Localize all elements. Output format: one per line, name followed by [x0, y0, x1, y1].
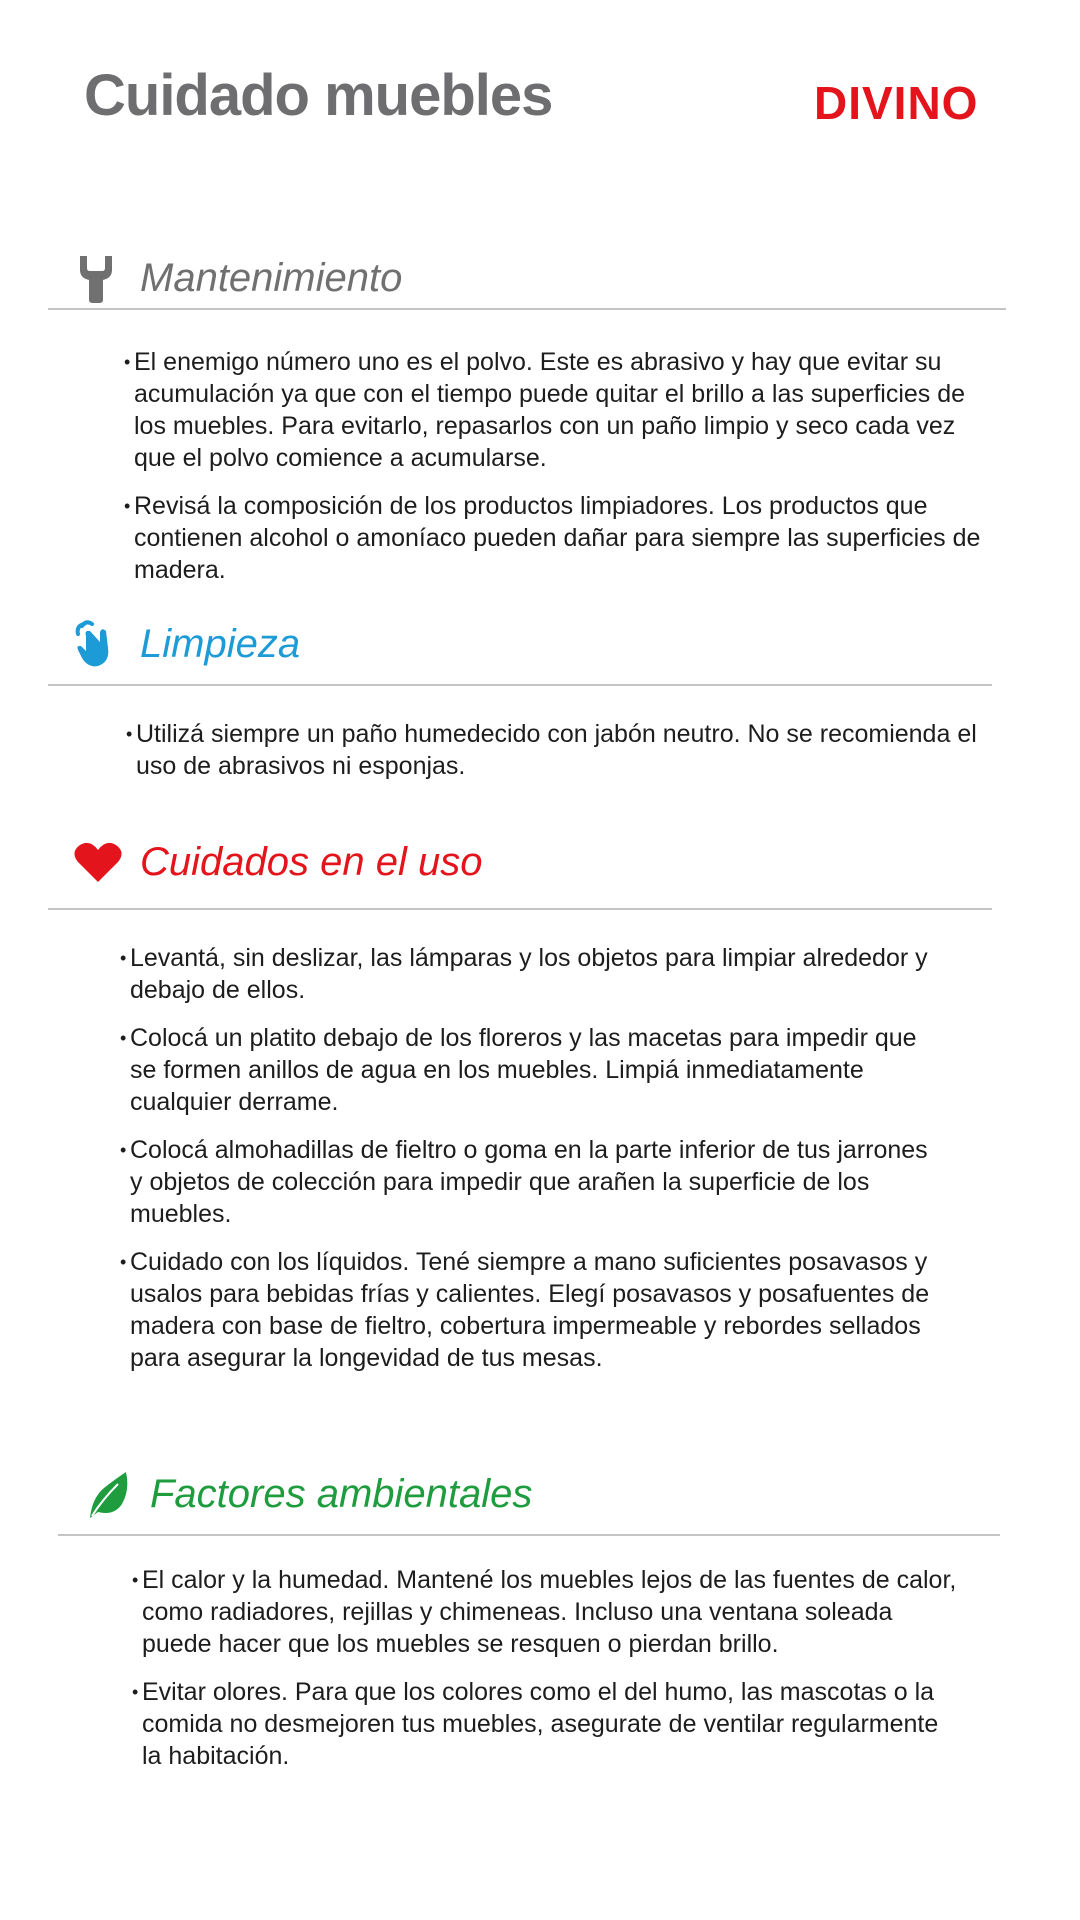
section-divider	[58, 1534, 1000, 1536]
bullet-list-cuidados	[120, 942, 940, 1390]
list-item: • Colocá un platito debajo de los floreros y las macetas para impedir que se formen anillos de agua en los muebles. Limpiá inmediatamente cualquier derrame.	[120, 1022, 940, 1118]
list-item: • Levantá, sin deslizar, las lámparas y los objetos para limpiar alrededor y debajo de ellos.	[120, 942, 940, 1006]
bullet-list-limpieza	[126, 718, 986, 798]
heart-icon	[72, 836, 124, 888]
list-item: • El calor y la humedad. Mantené los muebles lejos de las fuentes de calor, como radiadores, rejillas y chimeneas. Incluso una ventana soleada puede hacer que los muebles se resquen o pierdan brillo.	[132, 1564, 962, 1660]
section-divider	[48, 684, 992, 686]
section-title-limpieza: Limpieza	[140, 622, 301, 666]
brand-logo: DIVINO	[814, 77, 979, 129]
section-header-factores	[82, 1468, 842, 1528]
section-title-cuidados: Cuidados en el uso	[140, 840, 483, 884]
section-title-factores: Factores ambientales	[150, 1472, 533, 1516]
section-header-mantenimiento	[72, 252, 832, 312]
section-header-cuidados	[72, 836, 832, 896]
list-item: • Evitar olores. Para que los colores como el del humo, las mascotas o la comida no desmejoren tus muebles, asegurate de ventilar regularmente la habitación.	[132, 1676, 962, 1772]
list-item: • El enemigo número uno es el polvo. Este es abrasivo y hay que evitar su acumulación ya que con el tiempo puede quitar el brillo a las superficies de los muebles. Para evitarlo, repasarlos con un paño limpio y seco cada vez que el polvo comience a acumularse.	[124, 346, 984, 474]
section-title-mantenimiento: Mantenimiento	[140, 256, 403, 300]
list-item: • Utilizá siempre un paño humedecido con jabón neutro. No se recomienda el uso de abrasivos ni esponjas.	[126, 718, 986, 782]
wrench-icon	[72, 252, 124, 304]
bullet-list-mantenimiento	[124, 346, 984, 602]
section-header-limpieza	[72, 618, 832, 678]
list-item: • Cuidado con los líquidos. Tené siempre a mano suficientes posavasos y usalos para bebidas frías y calientes. Elegí posavasos y posafuentes de madera con base de fieltro, cobertura impermeable y rebordes sellados para asegurar la longevidad de tus mesas.	[120, 1246, 940, 1374]
cleaning-hand-icon	[72, 618, 124, 670]
list-item: • Revisá la composición de los productos limpiadores. Los productos que contienen alcohol o amoníaco pueden dañar para siempre las superficies de madera.	[124, 490, 984, 586]
bullet-list-factores	[132, 1564, 962, 1788]
leaf-icon	[82, 1468, 134, 1520]
section-divider	[48, 908, 992, 910]
list-item: • Colocá almohadillas de fieltro o goma en la parte inferior de tus jarrones y objetos de colección para impedir que arañen la superficie de los muebles.	[120, 1134, 940, 1230]
section-divider	[48, 308, 1006, 310]
page-title: Cuidado muebles	[84, 63, 553, 128]
